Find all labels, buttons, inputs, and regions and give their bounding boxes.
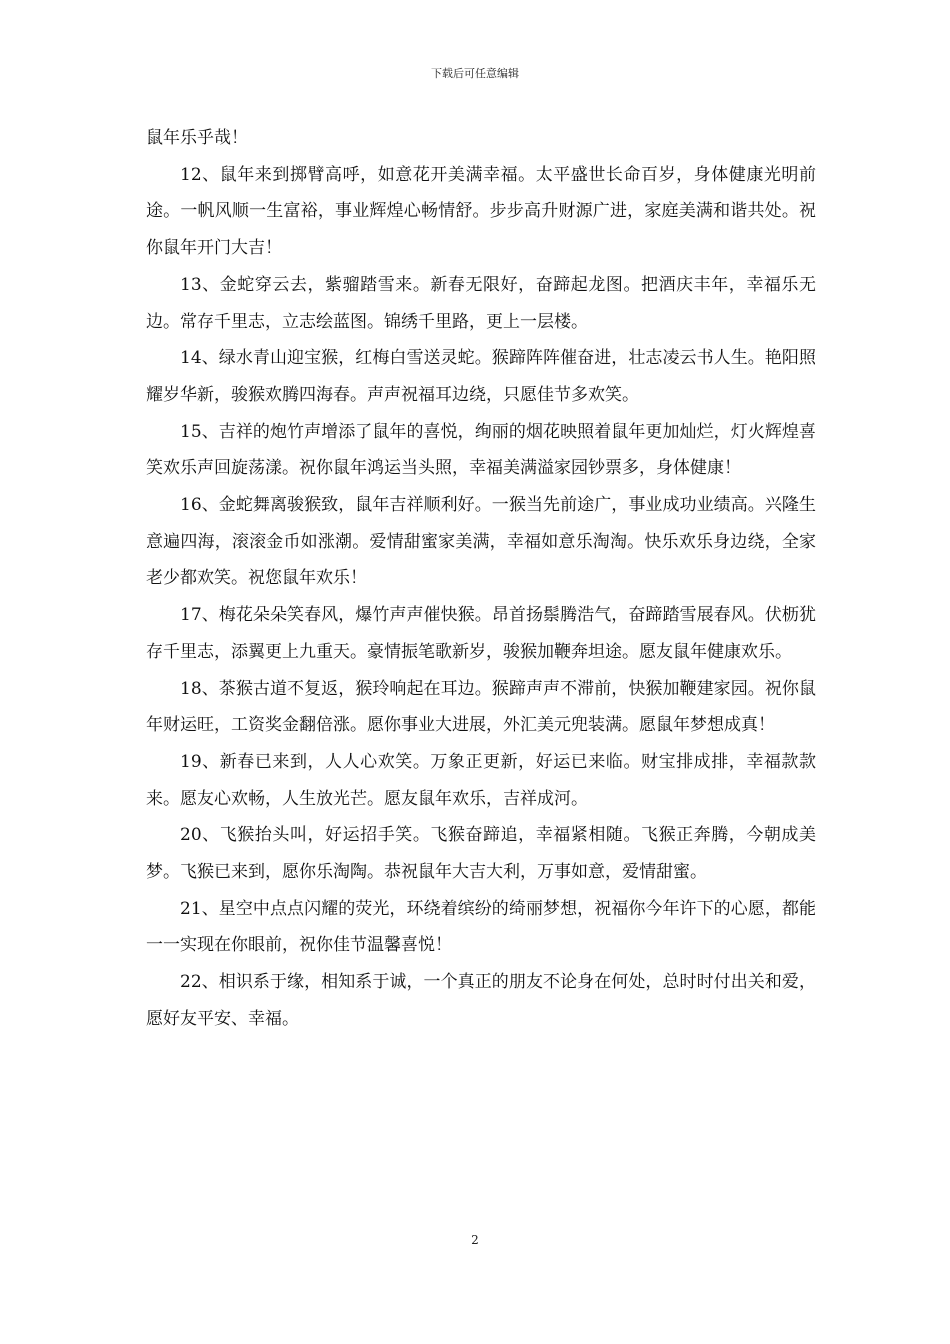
paragraph-item-16: 16、金蛇舞离骏猴致，鼠年吉祥顺利好。一猴当先前途广，事业成功业绩高。兴隆生意遍四海，滚滚金币如涨潮。爱情甜蜜家美满，幸福如意乐淘淘。快乐欢乐身边绕，全家老少都欢笑。祝您鼠年欢乐！ xyxy=(146,495,816,589)
paragraph-item-22: 22、相识系于缘，相知系于诚，一个真正的朋友不论身在何处，总时时付出关和爱，愿好友平安、幸福。 xyxy=(146,972,816,1029)
page-number: 2 xyxy=(471,1233,479,1247)
paragraph-item-19: 19、新春已来到，人人心欢笑。万象正更新，好运已来临。财宝排成排，幸福款款来。愿友心欢畅，人生放光芒。愿友鼠年欢乐，吉祥成河。 xyxy=(146,751,816,809)
paragraph-item-18: 18、茶猴古道不复返，猴玲响起在耳边。猴蹄声声不滞前，快猴加鞭建家园。祝你鼠年财运旺，工资奖金翻倍涨。愿你事业大进展，外汇美元兜装满。愿鼠年梦想成真！ xyxy=(146,678,816,736)
paragraph-item-21: 21、星空中点点闪耀的荧光，环绕着缤纷的绮丽梦想，祝福你今年许下的心愿，都能一一实现在你眼前，祝你佳节温馨喜悦！ xyxy=(146,898,816,956)
page-header: 下载后可任意编辑 xyxy=(431,67,519,80)
paragraph-item-14: 14、绿水青山迎宝猴，红梅白雪送灵蛇。猴蹄阵阵催奋进，壮志凌云书人生。艳阳照耀岁华新，骏猴欢腾四海春。声声祝福耳边绕，只愿佳节多欢笑。 xyxy=(146,348,816,405)
paragraph-item-15: 15、吉祥的炮竹声增添了鼠年的喜悦，绚丽的烟花映照着鼠年更加灿烂，灯火辉煌喜笑欢乐声回旋荡漾。祝你鼠年鸿运当头照，幸福美满溢家园钞票多，身体健康！ xyxy=(146,421,816,479)
paragraph-item-20: 20、飞猴抬头叫，好运招手笑。飞猴奋蹄追，幸福紧相随。飞猴正奔腾，今朝成美梦。飞猴已来到，愿你乐淘陶。恭祝鼠年大吉大利，万事如意，爱情甜蜜。 xyxy=(146,825,816,883)
document-body xyxy=(146,120,816,1038)
paragraph-continuation: 鼠年乐乎哉！ xyxy=(146,128,248,148)
paragraph-item-17: 17、梅花朵朵笑春风，爆竹声声催快猴。昂首扬鬃腾浩气，奋蹄踏雪展春风。伏枥犹存千里志，添翼更上九重天。豪情振笔歌新岁，骏猴加鞭奔坦途。愿友鼠年健康欢乐。 xyxy=(146,605,816,662)
paragraph-item-13: 13、金蛇穿云去，紫骝踏雪来。新春无限好，奋蹄起龙图。把酒庆丰年，幸福乐无边。常存千里志，立志绘蓝图。锦绣千里路，更上一层楼。 xyxy=(146,274,816,332)
paragraph-item-12: 12、鼠年来到掷臂高呼，如意花开美满幸福。太平盛世长命百岁，身体健康光明前途。一帆风顺一生富裕，事业辉煌心畅情舒。步步高升财源广进，家庭美满和谐共处。祝你鼠年开门大吉！ xyxy=(146,164,816,259)
